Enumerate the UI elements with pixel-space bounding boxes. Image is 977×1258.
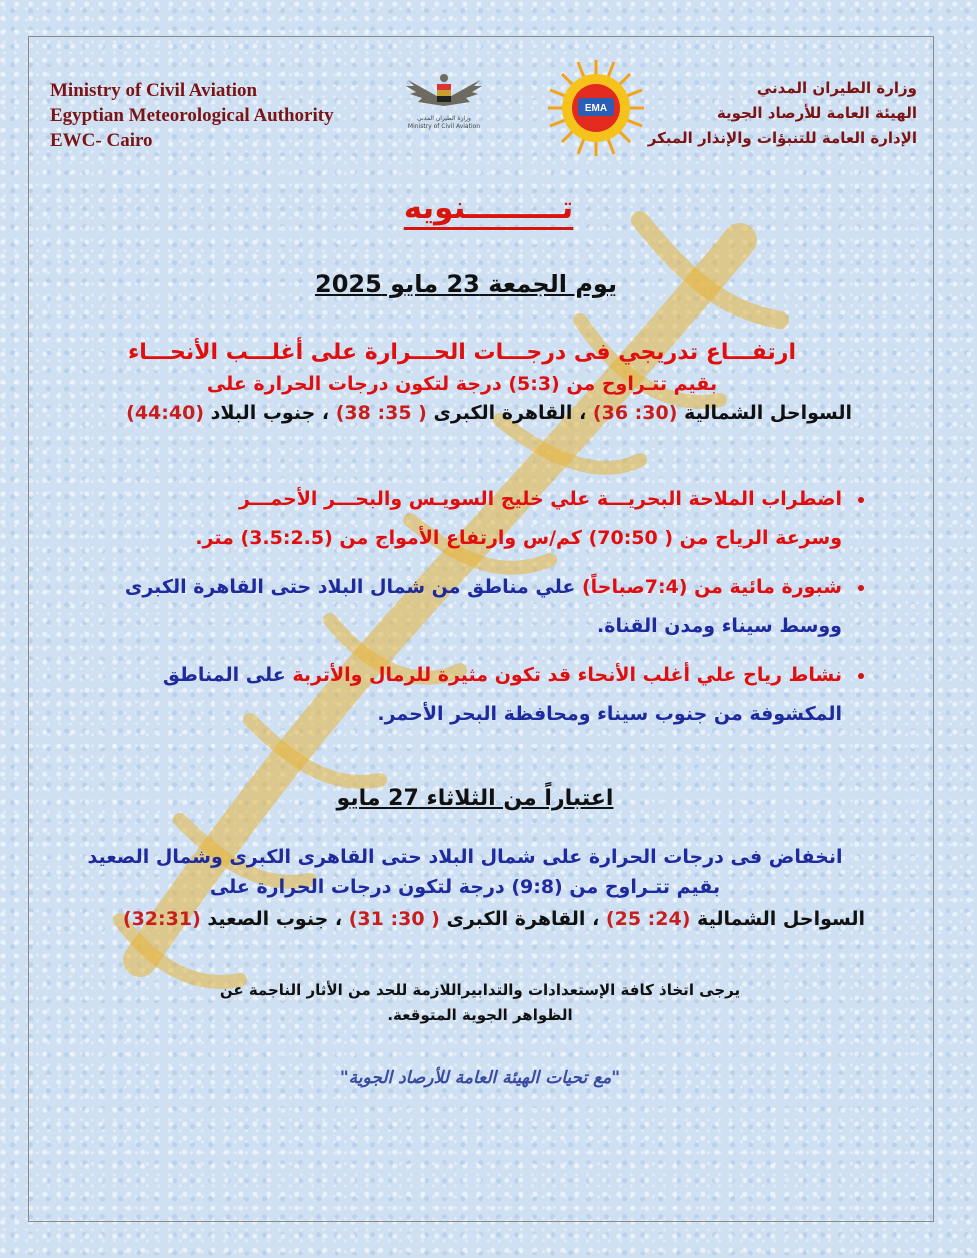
warning-item-fog [92,568,872,646]
north-coast-value: (24: 25) [605,908,691,930]
warning-wind-red: نشاط رياح علي أغلب الأنحاء قد تكون مثيرة للرمال والأتربة [292,664,842,686]
warning-item-wind [92,656,872,734]
advice-line1: يرجى اتخاذ كافة الإستعدادات والتدابيراللازمة للحد من الأثار الناجمة عن [219,981,741,999]
north-coast-value: (30: 36) [592,402,678,424]
notice-title: تـــــــــنويه [403,190,574,226]
warning-wind-line2: المكشوفة من جنوب سيناء ومحافظة البحر الأحمر. [377,703,842,725]
civil-logo-caption-ar: وزارة الطيران المدني [417,115,471,122]
section1-date: يوم الجمعة 23 مايو 2025 [315,270,617,298]
civil-aviation-logo [404,70,484,132]
header-authority: Egyptian Meteorological Authority [50,105,334,126]
north-coast-label: السواحل الشمالية [697,908,865,930]
south-value: (44:40) [126,402,204,424]
section1-range: بقيم تتـراوح من (5:3) درجة لتكون درجات الحرارة على [206,373,718,395]
warnings-list [92,480,872,744]
warning-fog-blue: علي مناطق من شمال البلاد حتى القاهرة الكبرى [124,576,582,598]
section2-forecast [65,842,865,936]
header-ministry: Ministry of Civil Aviation [50,80,258,101]
warning-item-marine [92,480,872,558]
advice-text [180,978,780,1028]
upper-egypt-value: (32:31) [122,908,201,930]
warning-wind-blue: على المناطق [162,664,293,686]
section1-headline: ارتفـــاع تدريجي فى درجـــات الحـــرارة على أغلـــب الأنحـــاء [127,340,797,365]
section1-forecast [72,336,852,428]
header-arabic [597,76,917,151]
cairo-label: ، القاهرة الكبرى [446,908,600,930]
south-label: ، جنوب البلاد [210,402,330,424]
section2-headline: انخفاض فى درجات الحرارة على شمال البلاد حتى القاهرى الكبرى وشمال الصعيد [87,846,843,868]
warning-wind-line1 [92,656,842,695]
warning-fog-line2: ووسط سيناء ومدن القناة. [597,615,842,637]
section1-temps [72,398,852,428]
bullet-dot [858,673,864,679]
header-english [50,78,334,153]
north-coast-label: السواحل الشمالية [684,402,852,424]
section2-date: اعتباراً من الثلاثاء 27 مايو [336,786,614,811]
cairo-value: ( 30: 31) [348,908,440,930]
header-ar-ministry: وزارة الطيران المدني [756,79,917,97]
section2-temps [65,902,865,936]
civil-logo-caption-en: Ministry of Civil Aviation [407,123,481,130]
bullet-dot [858,497,864,503]
cairo-value: ( 35: 38) [335,402,427,424]
upper-egypt-label: ، جنوب الصعيد [207,908,343,930]
closing-greeting: "مع تحيات الهيئة العامة للأرصاد الجوية" [339,1068,621,1088]
warning-marine-line2: وسرعة الرياح من ( 70:50) كم/س وارتفاع الأمواج من (3.5:2.5) متر. [195,527,842,549]
ema-logo-text: EMA [584,103,608,114]
header-ewc: EWC- Cairo [50,130,153,151]
cairo-label: ، القاهرة الكبرى [433,402,587,424]
bullet-dot [858,585,864,591]
warning-fog-red: شبورة مائية من (7:4صباحاً) [581,576,842,598]
header-ar-authority: الهيئة العامة للأرصاد الجوية [716,104,917,122]
warning-marine-line1: اضطراب الملاحة البحريـــة علي خليج السويـس والبحـــر الأحمـــر [238,488,842,510]
section2-range: بقيم تتـراوح من (9:8) درجة لتكون درجات الحرارة على [209,876,721,898]
warning-fog-line1 [92,568,842,607]
advice-line2: الظواهر الجوية المتوقعة. [387,1006,573,1024]
header-ar-forecast: الإدارة العامة للتنبؤات والإنذار المبكر [647,129,917,147]
